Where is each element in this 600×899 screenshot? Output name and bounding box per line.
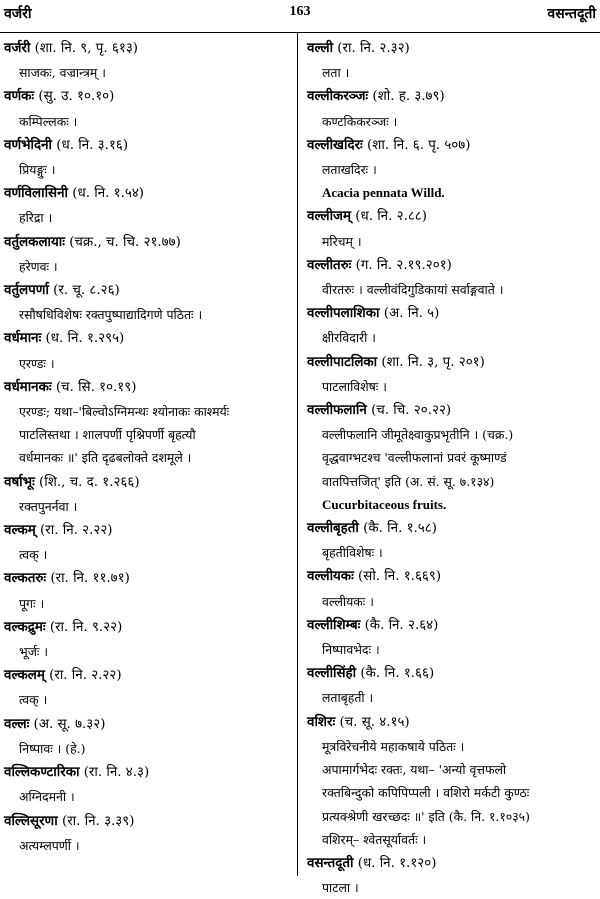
definition-line: प्रत्यक्श्रेणी खरच्छदः ॥' इति (कै. नि. १.१०३५) [322,808,530,824]
entry-headline [307,661,597,686]
page-header [0,0,600,30]
headword: वल्लीयकः [307,568,354,585]
source-reference: (र. चू. ८.२६) [48,283,120,299]
dictionary-entry [4,230,292,278]
entry-headline [307,204,597,229]
entry-headline [307,710,597,735]
entry-headline [4,278,292,303]
entry-headline [4,181,292,206]
definition-line: वीरतरुः । वल्लीवंदिगुडिकायां सर्वाङ्गवाते । [322,282,504,298]
headword: वल्लीजम् [307,208,351,225]
headword: वर्तुलपर्णा [4,282,49,299]
headword: वल्लिकण्टारिका [4,764,80,781]
definition-line: क्षीरविदारी । [322,330,376,346]
source-reference: (अ. नि. ५) [379,306,440,322]
entry-headline [307,613,597,638]
dictionary-entry [4,615,292,663]
dictionary-entry [4,36,292,84]
definition-line: लताबृहती । [322,690,374,706]
definition-line: हरेणवः । [19,258,58,274]
dictionary-entry [4,375,292,470]
headword: वल्लीपलाशिका [307,305,380,322]
headword: वल्लीखदिरः [307,136,363,153]
definition-line: मरिचम् । [322,233,362,249]
source-reference: (ध. नि. ३.१६) [52,137,129,153]
source-reference: (रा. नि. ३.३९) [57,813,135,829]
headword: वर्णविलासिनी [4,185,69,202]
source-reference: (कै. नि. २.६४) [360,617,439,633]
definition-line: एरण्डः; यथा–'बिल्वोऽग्निमन्थः श्योनाकः काश्मर्यः [19,404,230,420]
headword: वर्णकः [4,88,35,105]
headword: वल्लीतरुः [307,256,352,273]
entry-headline [307,253,597,278]
dictionary-entry [4,326,292,374]
dictionary-entry [307,398,597,516]
headword: वसन्तदूती [307,854,354,871]
source-reference: (रा. नि. २.३२) [333,41,410,56]
entry-headline [4,663,292,688]
dictionary-entry [307,851,597,899]
headword: वर्धमानः [4,330,42,347]
headword: वर्धमानकः [4,378,52,395]
headword: वर्जरी [4,40,31,56]
dictionary-entry [307,710,597,851]
entry-headline [4,36,292,61]
definition-line: पाटलाविशेषः । [322,378,387,394]
source-reference: (ध. नि. १.१२०) [353,855,437,871]
definition-line: अपामार्गभेदः रक्तः, यथा– 'अन्यो वृत्तफलो [322,762,507,778]
source-reference: (रा. नि. २.२२) [35,523,113,539]
header-rule [0,32,600,33]
dictionary-entry [307,253,597,301]
entry-headline [4,809,292,834]
definition-line: कण्टकिकरञ्जः । [322,113,398,129]
headword: वल्लीसिंही [307,665,357,682]
source-reference: (रा. नि. ९.२२) [45,619,123,635]
headword: वर्षाभूः [4,473,35,490]
dictionary-entry [4,278,292,326]
headword: वर्तुलकलायाः [4,233,65,250]
dictionary-entry [307,36,597,84]
source-reference: (ध. नि. १.५४) [68,186,145,202]
definition-line: अत्यम्लपर्णी । [19,837,80,853]
definition-line: कम्पिल्लकः । [19,113,78,129]
definition-line: वल्लीयकः । [322,593,374,609]
entry-headline [4,566,292,591]
headword: वशिरः [307,713,336,730]
dictionary-entry [4,470,292,518]
headword: वल्कलम् [4,667,45,684]
dictionary-entry [307,661,597,709]
source-reference: (च. सि. १०.१९) [51,379,137,395]
source-reference: (अ. सू. ७.३२) [29,716,106,732]
headword: वल्लीफलानि [307,402,367,419]
header-left-guideword: वर्जरी [4,6,32,22]
headword: वल्लीशिम्बः [307,616,361,633]
source-reference: (च. सू. ४.१५) [335,714,410,730]
source-reference: (रा. नि. ११.७१) [46,571,130,587]
botanical-name: Cucurbitaceous fruits. [322,496,447,512]
dictionary-entry [307,516,597,564]
dictionary-entry [4,518,292,566]
entry-headline [4,230,292,255]
dictionary-entry [4,133,292,181]
dictionary-entry [4,760,292,808]
definition-line: निष्पावभेदः । [322,642,380,658]
entry-headline [307,564,597,589]
source-reference: (च. चि. २०.२२) [366,403,452,419]
headword: वर्णभेदिनी [4,136,53,153]
entry-headline [4,760,292,785]
entry-headline [307,851,597,876]
page-number: 163 [289,4,311,19]
source-reference: (ध. नि. १.२९५) [41,331,125,347]
definition-line: लता । [322,65,350,81]
dictionary-entry [307,301,597,349]
dictionary-entry [4,84,292,132]
source-reference: (ध. नि. २.८८) [350,209,427,225]
definition-line: पाटलिस्तथा । शालपर्णी पृश्निपर्णी बृहत्यौ [19,427,196,443]
source-reference: (कै. नि. १.६६) [356,666,435,682]
headword: वल्लीबृहती [307,520,359,537]
headword: वल्लिसूरणा [4,812,58,829]
dictionary-entry [307,564,597,612]
entry-headline [307,133,597,158]
dictionary-entry [307,613,597,661]
header-right-guideword: वसन्तदूती [547,6,596,22]
entry-headline [307,301,597,326]
right-column [307,36,597,899]
definition-line: मूत्रविरेचनीये महाकषाये पठितः । [322,738,465,754]
dictionary-entry [4,712,292,760]
source-reference: (शा. नि. ६. पृ. ५०७) [362,137,471,153]
definition-line: रक्तबिन्दुको कपिपिप्पली । वशिरो मर्कटी कुण्ठः [322,785,530,801]
source-reference: (शा. नि. ३, पृ. २०१) [377,354,485,370]
definition-line: हरिद्रा । [19,210,53,226]
definition-line: एरण्डः । [19,355,55,371]
entry-headline [307,516,597,541]
source-reference: (चक्र., च. चि. २१.७७) [64,234,181,250]
definition-line: बृहतीविशेषः । [322,545,383,561]
headword: वल्लीकरञ्जः [307,88,369,105]
entry-headline [4,518,292,543]
definition-line: अग्निदमनी । [19,789,75,805]
definition-line: रसौषधिविशेषः रक्तपुष्पाद्यादिगणे पठितः । [19,307,203,323]
dictionary-entry [4,566,292,614]
entry-headline [4,326,292,351]
source-reference: (रा. नि. २.२२) [44,668,122,684]
dictionary-entry [4,663,292,711]
source-reference: (शा. नि. ९, पृ. ६१३) [30,41,139,56]
definition-line: त्वक् । [19,547,48,563]
botanical-name: Acacia pennata Willd. [322,185,445,201]
entry-headline [4,615,292,640]
source-reference: (शि., च. द. १.२६६) [34,474,140,490]
entry-headline [307,350,597,375]
definition-line: प्रियङ्गुः । [19,162,56,178]
definition-line: पाटला । [322,880,359,896]
headword: वल्कतरुः [4,570,47,587]
source-reference: (रा. नि. ४.३) [79,765,150,781]
dictionary-entry [307,84,597,132]
definition-line: वृद्धवाग्भटश्च 'वल्लीफलानां प्रवरं कूष्माण्डं [322,450,507,466]
entry-headline [4,375,292,400]
definition-line: वशिरम्– श्वेतसूर्यावर्तः । [322,831,427,847]
headword: वल्कम् [4,522,36,539]
entry-headline [307,398,597,423]
definition-line: वल्लीफलानि जीमूतेक्ष्वाकुप्रभृतीनि । (चक्र.) [322,427,514,443]
headword: वल्कद्रुमः [4,618,46,635]
definition-line: निष्पावः । (हे.) [19,740,86,756]
entry-headline [307,36,597,61]
definition-line: रक्तपुनर्नवा । [19,498,78,514]
source-reference: (सो. नि. १.६६९) [353,569,442,585]
entry-headline [4,84,292,109]
dictionary-entry [4,809,292,857]
definition-line: पूगः । [19,595,45,611]
headword: वल्लीपाटलिका [307,353,378,370]
definition-line: भूर्जः । [19,644,49,660]
entry-headline [4,470,292,495]
definition-line: वर्धमानकः ॥' इति दृढबलोक्ते दशमूले । [19,450,192,466]
entry-headline [307,84,597,109]
entry-headline [4,133,292,158]
definition-line: साजकः, वज्रान्त्रम् । [19,65,106,81]
source-reference: (ग. नि. २.१९.२०१) [351,257,452,273]
definition-line: त्वक् । [19,692,48,708]
dictionary-entry [307,204,597,252]
source-reference: (सु. उ. १०.१०) [34,89,115,105]
source-reference: (शो. ह. ३.७९) [368,89,445,105]
definition-line: वातपित्तजित्' इति (अ. सं. सू. ७.१३४) [322,473,495,489]
definition-line: लताखदिरः । [322,162,377,178]
dictionary-entry [307,133,597,205]
headword: वल्ली [307,40,334,56]
dictionary-entry [307,350,597,398]
dictionary-entry [4,181,292,229]
headword: वल्लः [4,715,30,732]
left-column [4,36,292,857]
source-reference: (कै. नि. १.५८) [358,521,437,537]
entry-headline [4,712,292,737]
column-divider [297,33,298,876]
